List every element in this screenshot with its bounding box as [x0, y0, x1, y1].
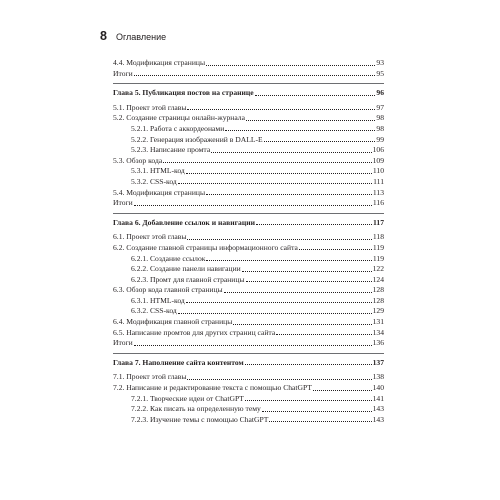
toc-entry-label: Глава 5. Публикация постов на странице — [113, 88, 254, 98]
toc-entry-page: 143 — [372, 404, 384, 414]
toc-chapter-entry — [113, 218, 384, 229]
toc-entry-page: 111 — [373, 176, 384, 186]
toc-entry-label: 7.2.3. Изучение темы с помощью ChatGPT — [131, 414, 269, 424]
dot-leader — [245, 358, 372, 366]
toc-entry-page: 106 — [372, 145, 384, 155]
dot-leader — [276, 328, 371, 336]
toc-entry — [113, 317, 384, 328]
dot-leader — [313, 383, 372, 391]
dot-leader — [245, 394, 372, 402]
toc-entry — [113, 243, 384, 254]
dot-leader — [246, 275, 372, 283]
toc-entry-page: 136 — [372, 338, 384, 348]
toc-entry-page: 128 — [372, 295, 384, 305]
toc-entry — [113, 285, 384, 296]
toc-entry-label: Итоги — [113, 338, 133, 348]
table-of-contents — [113, 58, 384, 425]
toc-entry-page: 99 — [376, 134, 384, 144]
toc-entry — [113, 124, 384, 135]
toc-entry-page: 98 — [376, 123, 384, 133]
toc-entry-label: 7.2.2. Как писать на определенную тему — [131, 404, 261, 414]
section-divider — [113, 353, 384, 354]
toc-entry — [113, 156, 384, 167]
dot-leader — [225, 124, 375, 132]
toc-entry-label: 5.2. Создание страницы онлайн-журнала — [113, 113, 245, 123]
toc-entry-page: 113 — [372, 187, 384, 197]
toc-entry — [113, 145, 384, 156]
toc-entry — [113, 394, 384, 405]
page-number: 8 — [100, 29, 107, 43]
toc-entry-page: 97 — [376, 102, 384, 112]
toc-entry — [113, 113, 384, 124]
toc-chapter-entry — [113, 88, 384, 99]
toc-entry-label: 7.2.1. Творческие идеи от ChatGPT — [131, 393, 244, 403]
toc-entry-page: 141 — [372, 393, 384, 403]
toc-entry-label: 7.1. Проект этой главы — [113, 372, 187, 382]
toc-entry-page: 128 — [372, 285, 384, 295]
toc-entry — [113, 306, 384, 317]
toc-entry-label: 6.2. Создание главной страницы информационного сайта — [113, 242, 298, 252]
toc-entry — [113, 232, 384, 243]
dot-leader — [134, 69, 376, 77]
toc-entry-label: 5.2.1. Работа с аккордеонами — [131, 123, 225, 133]
toc-entry-label: Глава 6. Добавление ссылок и навигации — [113, 217, 255, 227]
toc-entry-page: 122 — [372, 264, 384, 274]
running-head-title: Оглавление — [115, 32, 167, 42]
toc-entry — [113, 338, 384, 349]
toc-entry-page: 143 — [372, 414, 384, 424]
dot-leader — [256, 218, 372, 226]
toc-entry — [113, 383, 384, 394]
toc-entry-page: 95 — [376, 68, 384, 78]
toc-entry-page: 131 — [372, 317, 384, 327]
toc-entry-page: 134 — [372, 327, 384, 337]
section-divider — [113, 213, 384, 214]
toc-entry-label: 6.2.3. Промт для главной страницы — [131, 274, 245, 284]
dot-leader — [206, 58, 375, 66]
toc-entry-page: 119 — [372, 253, 384, 263]
toc-entry-label: 5.3. Обзор кода — [113, 155, 163, 165]
dot-leader — [246, 113, 375, 121]
toc-entry — [113, 264, 384, 275]
toc-entry — [113, 188, 384, 199]
toc-entry-page: 138 — [372, 372, 384, 382]
toc-entry — [113, 328, 384, 339]
toc-entry-label: 5.2.2. Генерация изображений в DALL-E — [131, 134, 263, 144]
toc-entry-label: 6.3.2. CSS-код — [131, 306, 177, 316]
dot-leader — [206, 188, 372, 196]
toc-entry — [113, 404, 384, 415]
toc-entry-label: 6.3. Обзор кода главной страницы — [113, 285, 223, 295]
dot-leader — [269, 415, 371, 423]
toc-entry-page: 117 — [373, 217, 384, 227]
toc-entry — [113, 275, 384, 286]
toc-entry-label: 5.3.1. HTML-код — [131, 166, 185, 176]
dot-leader — [211, 145, 371, 153]
toc-entry-page: 124 — [372, 274, 384, 284]
dot-leader — [178, 306, 372, 314]
toc-entry-page: 109 — [372, 155, 384, 165]
toc-entry — [113, 103, 384, 114]
toc-entry — [113, 198, 384, 209]
dot-leader — [134, 338, 372, 346]
toc-entry — [113, 177, 384, 188]
toc-entry-page: 140 — [372, 383, 384, 393]
toc-entry-label: 4.4. Модификация страницы — [113, 58, 206, 67]
running-head — [100, 29, 166, 45]
toc-entry-page: 119 — [372, 242, 384, 252]
toc-entry-page: 110 — [372, 166, 384, 176]
toc-entry — [113, 58, 384, 69]
dot-leader — [224, 285, 372, 293]
toc-entry — [113, 166, 384, 177]
toc-entry — [113, 415, 384, 426]
toc-entry — [113, 296, 384, 307]
toc-entry-page: 98 — [376, 113, 384, 123]
toc-entry — [113, 372, 384, 383]
toc-entry-label: 5.2.3. Написание промта — [131, 145, 211, 155]
dot-leader — [262, 404, 372, 412]
toc-entry — [113, 254, 384, 265]
toc-entry-page: 93 — [376, 58, 384, 67]
toc-entry-label: 6.2.2. Создание панели навигации — [131, 264, 241, 274]
toc-chapter-entry — [113, 358, 384, 369]
toc-entry-label: 6.4. Модификация главной страницы — [113, 317, 233, 327]
toc-entry-page: 116 — [372, 198, 384, 208]
toc-entry-label: 6.5. Написание промтов для других страниц сайта — [113, 327, 276, 337]
toc-entry-page: 129 — [372, 306, 384, 316]
toc-entry-label: Итоги — [113, 198, 133, 208]
toc-entry-label: 5.3.2. CSS-код — [131, 176, 177, 186]
dot-leader — [264, 135, 376, 143]
dot-leader — [134, 198, 372, 206]
toc-entry — [113, 69, 384, 80]
dot-leader — [186, 296, 372, 304]
toc-entry-page: 96 — [376, 88, 384, 98]
toc-entry-page: 137 — [372, 357, 384, 367]
dot-leader — [255, 88, 376, 96]
toc-entry-label: Глава 7. Наполнение сайта контентом — [113, 357, 244, 367]
dot-leader — [233, 317, 371, 325]
toc-entry-label: 5.1. Проект этой главы — [113, 102, 187, 112]
dot-leader — [299, 243, 372, 251]
toc-entry-label: 5.4. Модификация страницы — [113, 187, 206, 197]
toc-entry-label: 6.2.1. Создание ссылок — [131, 253, 206, 263]
dot-leader — [242, 264, 372, 272]
toc-entry-label: Итоги — [113, 68, 133, 78]
dot-leader — [206, 254, 371, 262]
toc-entry-page: 118 — [372, 232, 384, 242]
toc-entry-label: 6.1. Проект этой главы — [113, 232, 187, 242]
toc-entry-label: 7.2. Написание и редактирование текста с помощью ChatGPT — [113, 383, 312, 393]
dot-leader — [178, 177, 372, 185]
dot-leader — [187, 103, 375, 111]
section-divider — [113, 83, 384, 84]
dot-leader — [187, 232, 371, 240]
toc-entry-label: 6.3.1. HTML-код — [131, 295, 185, 305]
toc-entry — [113, 135, 384, 146]
dot-leader — [187, 372, 371, 380]
dot-leader — [186, 166, 372, 174]
dot-leader — [163, 156, 371, 164]
